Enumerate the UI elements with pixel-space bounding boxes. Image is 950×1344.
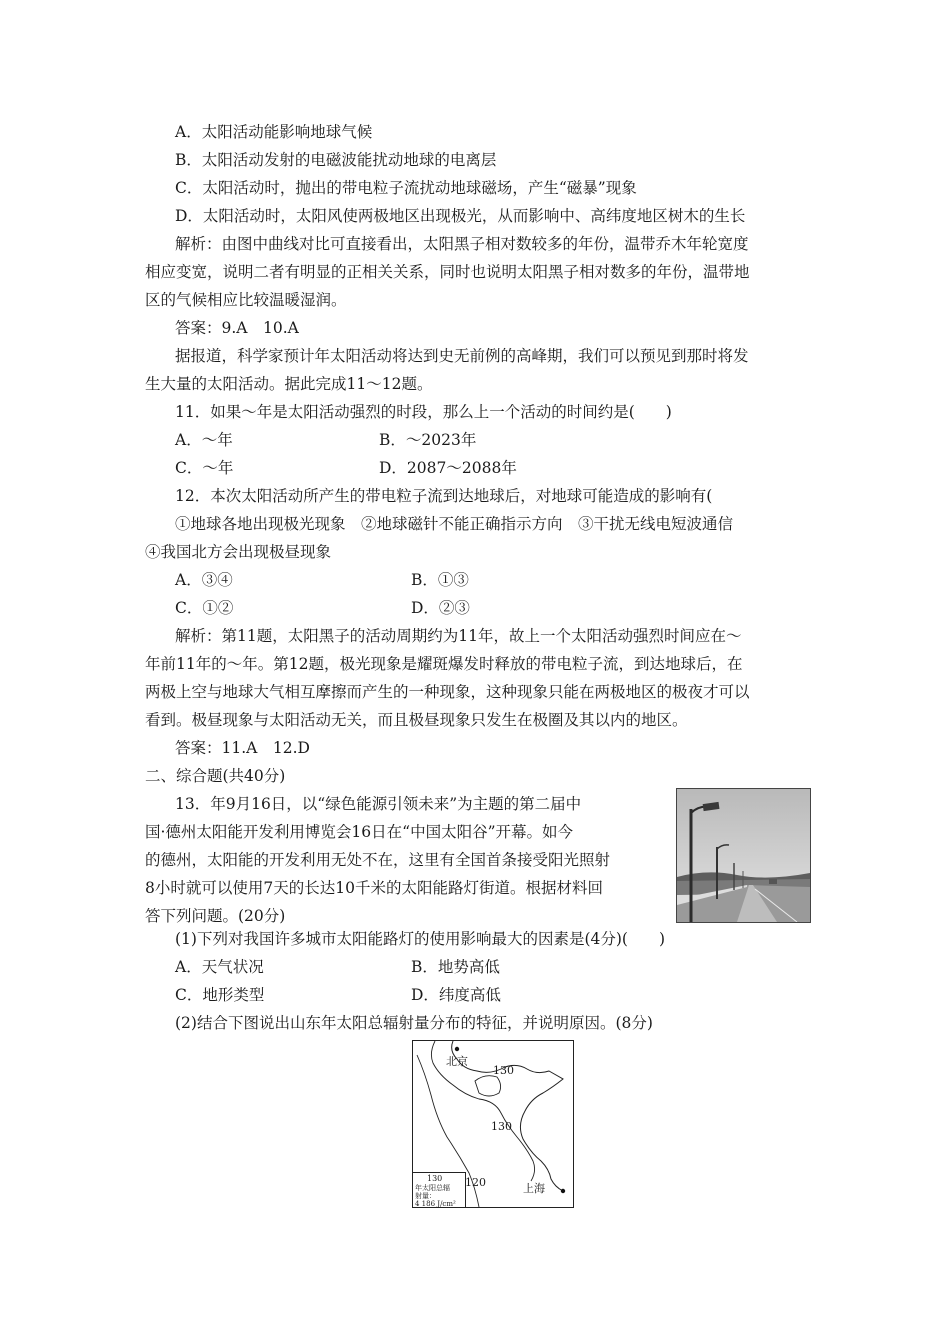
q13-sub1-option-b: B．地势高低 bbox=[411, 958, 500, 976]
answer-line: 答案：11.A 12.D bbox=[175, 739, 310, 757]
q12-option-a: A．③④ bbox=[175, 571, 233, 589]
q12-items: ①地球各地出现极光现象 ②地球磁针不能正确指示方向 ③干扰无线电短波通信 bbox=[175, 515, 734, 533]
q12-option-c: C．①② bbox=[175, 599, 234, 617]
q13-sub1-option-a: A．天气状况 bbox=[175, 958, 264, 976]
option-d: D．太阳活动时，太阳风使两极地区出现极光，从而影响中、高纬度地区树木的生长 bbox=[175, 207, 746, 225]
q13-line: 国·德州太阳能开发利用博览会16日在“中国太阳谷”开幕。如今 bbox=[145, 823, 574, 841]
intro-line: 生大量的太阳活动。据此完成11～12题。 bbox=[145, 375, 433, 393]
q11-option-b: B．～2023年 bbox=[379, 431, 477, 449]
map-legend bbox=[413, 1172, 466, 1208]
q12-option-d: D．②③ bbox=[411, 599, 470, 617]
answer-line: 答案：9.A 10.A bbox=[175, 319, 299, 337]
q11-option-a: A．～年 bbox=[175, 431, 233, 449]
analysis-line: 两极上空与地球大气相互摩擦而产生的一种现象，这种现象只能在两极地区的极夜才可以 bbox=[145, 683, 750, 701]
legend-line: 4 186 J/cm² bbox=[415, 1200, 456, 1208]
q11-option-d: D．2087～2088年 bbox=[379, 459, 517, 477]
option-c: C．太阳活动时，抛出的带电粒子流扰动地球磁场，产生“磁暴”现象 bbox=[175, 179, 637, 197]
solar-radiation-map bbox=[412, 1040, 574, 1208]
legend-line: 年太阳总辐 bbox=[415, 1184, 450, 1192]
option-b: B．太阳活动发射的电磁波能扰动地球的电离层 bbox=[175, 151, 497, 169]
q13-line: 答下列问题。(20分) bbox=[145, 907, 286, 925]
q13-sub1-option-d: D．纬度高低 bbox=[411, 986, 501, 1004]
analysis-line: 看到。极昼现象与太阳活动无关，而且极昼现象只发生在极圈及其以内的地区。 bbox=[145, 711, 688, 729]
q13-sub1-option-c: C．地形类型 bbox=[175, 986, 265, 1004]
question-12-stem: 12．本次太阳活动所产生的带电粒子流到达地球后，对地球可能造成的影响有( bbox=[175, 487, 713, 505]
option-a: A．太阳活动能影响地球气候 bbox=[175, 123, 373, 141]
solar-streetlight-photo bbox=[676, 788, 811, 923]
analysis-line: 年前11年的～年。第12题，极光现象是耀斑爆发时释放的带电粒子流，到达地球后，在 bbox=[145, 655, 743, 673]
q13-line: 8小时就可以使用7天的长达10千米的太阳能路灯街道。根据材料回 bbox=[145, 879, 603, 897]
map-isoline-label: 130 bbox=[493, 1064, 514, 1077]
section-heading: 二、综合题(共40分) bbox=[145, 767, 286, 785]
map-label-beijing: 北京 bbox=[446, 1055, 468, 1068]
map-isoline-label: 130 bbox=[491, 1120, 512, 1133]
legend-value: 130 bbox=[427, 1174, 443, 1183]
analysis-line: 解析：由图中曲线对比可直接看出，太阳黑子相对数较多的年份，温带乔木年轮宽度 bbox=[175, 235, 749, 253]
analysis-line: 相应变宽，说明二者有明显的正相关关系，同时也说明太阳黑子相对数多的年份，温带地 bbox=[145, 263, 750, 281]
analysis-line: 解析：第11题，太阳黑子的活动周期约为11年，故上一个太阳活动强烈时间应在～ bbox=[175, 627, 742, 645]
intro-line: 据报道，科学家预计年太阳活动将达到史无前例的高峰期，我们可以预见到那时将发 bbox=[175, 347, 749, 365]
question-11-stem: 11．如果～年是太阳活动强烈的时段，那么上一个活动的时间约是( ) bbox=[175, 403, 672, 421]
legend-line: 射量： bbox=[415, 1192, 436, 1200]
q12-option-b: B．①③ bbox=[411, 571, 469, 589]
q12-items: ④我国北方会出现极昼现象 bbox=[145, 543, 332, 561]
q13-sub2-stem: (2)结合下图说出山东年太阳总辐射量分布的特征，并说明原因。(8分) bbox=[175, 1014, 653, 1032]
q11-option-c: C．～年 bbox=[175, 459, 234, 477]
q13-line: 的德州，太阳能的开发利用无处不在，这里有全国首条接受阳光照射 bbox=[145, 851, 611, 869]
analysis-line: 区的气候相应比较温暖湿润。 bbox=[145, 291, 347, 309]
q13-line: 13．年9月16日，以“绿色能源引领未来”为主题的第二届中 bbox=[175, 795, 582, 813]
map-isoline-label: 120 bbox=[465, 1176, 486, 1189]
q13-sub1-stem: (1)下列对我国许多城市太阳能路灯的使用影响最大的因素是(4分)( ) bbox=[175, 930, 666, 948]
map-label-shanghai: 上海 bbox=[523, 1182, 545, 1195]
